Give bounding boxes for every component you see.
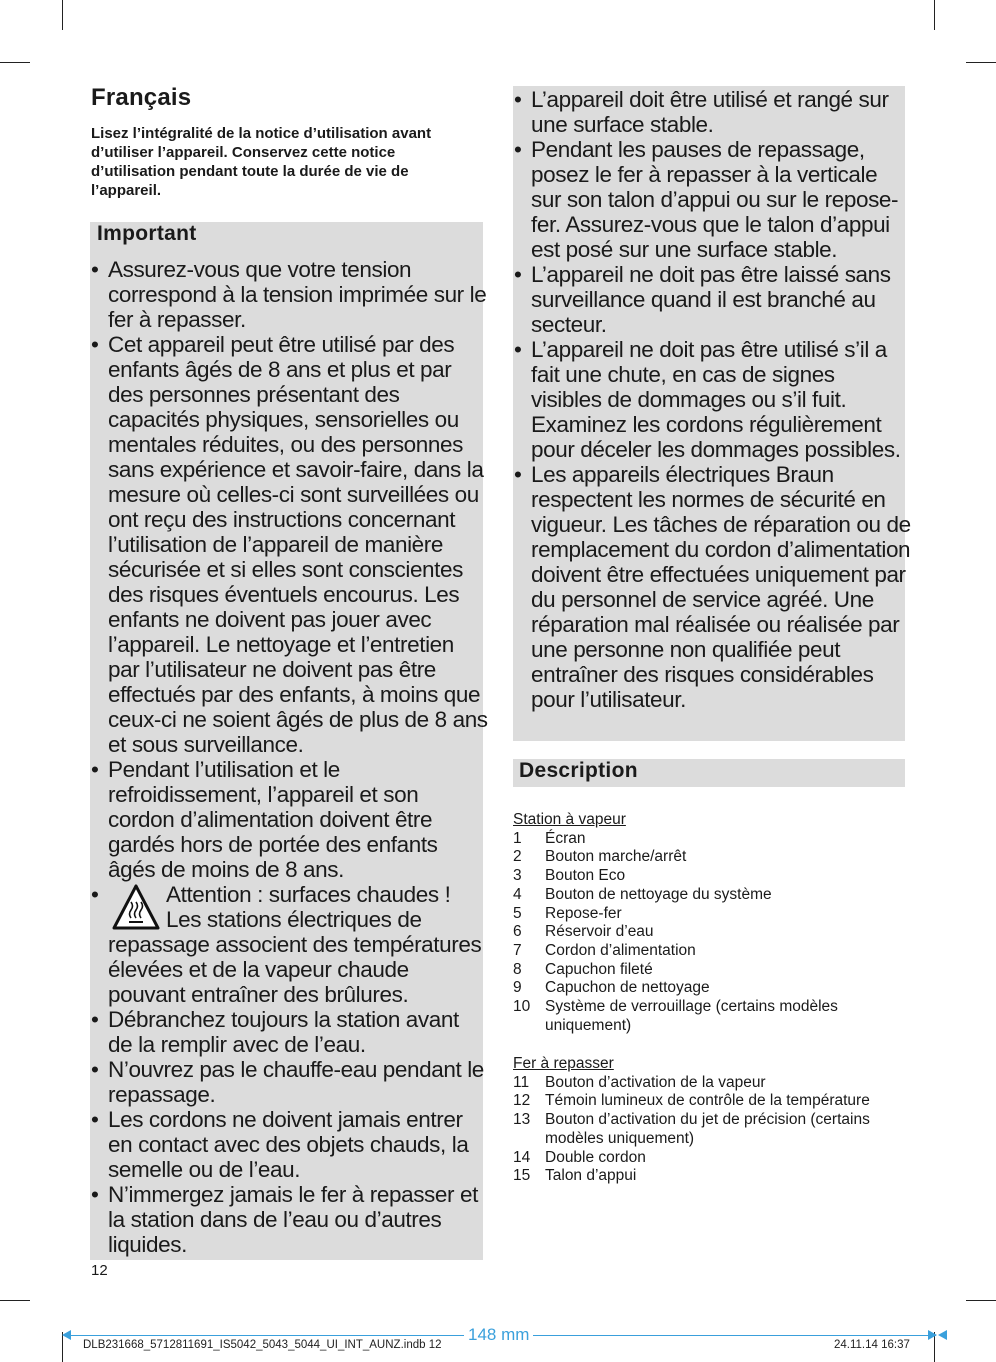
- list-item: [513, 848, 913, 867]
- crop-mark: [966, 1300, 996, 1301]
- list-item-text: Débranchez toujours la station avant de la remplir avec de l’eau.: [108, 1007, 459, 1057]
- list-item: [513, 462, 911, 712]
- list-item: [513, 1111, 913, 1148]
- list-item: [513, 1149, 913, 1168]
- list-item-text: Les cordons ne doivent jamais entrer en contact avec des objets chauds, la semelle ou de l’eau.: [108, 1107, 469, 1182]
- part-label: Bouton d’activation de la vapeur: [545, 1073, 766, 1091]
- part-label: Repose-fer: [545, 904, 622, 922]
- bullet: •: [514, 337, 522, 362]
- list-item-text: Pendant l’utilisation et le refroidissement, l’appareil et son cordon d’alimentation doivent être gardés hors de portée des enfants âgés de moins de 8 ans.: [108, 757, 438, 882]
- crop-mark: [62, 0, 63, 30]
- intro-paragraph: Lisez l’intégralité de la notice d’utilisation avant d’utiliser l’appareil. Conservez cette notice d’utilisation pendant toute la durée de vie de l’appareil.: [91, 125, 432, 199]
- list-item: [513, 1074, 913, 1093]
- part-number: 5: [513, 904, 522, 922]
- bullet: •: [91, 1057, 99, 1082]
- part-number: 14: [513, 1148, 531, 1166]
- part-number: 7: [513, 941, 522, 959]
- footer-filename: DLB231668_5712811691_IS5042_5043_5044_UI_INT_AUNZ.indb 12: [83, 1339, 442, 1351]
- list-item: [90, 332, 488, 757]
- description-heading: Description: [519, 759, 638, 782]
- arrow-left-icon: [62, 1330, 71, 1340]
- part-number: 8: [513, 960, 522, 978]
- bullet: •: [91, 332, 99, 357]
- part-number: 10: [513, 998, 531, 1016]
- bullet: •: [514, 137, 522, 162]
- crop-mark: [0, 62, 30, 63]
- part-label: Témoin lumineux de contrôle de la température: [545, 1092, 870, 1110]
- list-item-text: Les appareils électriques Braun respectent les normes de sécurité en vigueur. Les tâches de réparation ou de remplacement du cordon d’alimentation doivent être effectuées uniquement par du personnel de service agréé. Une réparation mal réalisée ou réalisée par une personne non qualifiée peut entraîner des risques considérables pour l’utilisateur.: [531, 462, 911, 712]
- list-item: [90, 257, 488, 332]
- iron-parts-list: [513, 1055, 913, 1186]
- crop-mark: [966, 62, 996, 63]
- list-item: [90, 1007, 488, 1057]
- list-item: [513, 830, 913, 849]
- arrow-right-icon: [928, 1330, 937, 1340]
- bullet: •: [91, 882, 99, 907]
- warning-item: [90, 882, 488, 1007]
- list-item: [90, 1107, 488, 1182]
- part-label: Double cordon: [545, 1148, 646, 1166]
- part-number: 11: [513, 1073, 530, 1091]
- part-label: Bouton marche/arrêt: [545, 848, 687, 866]
- list-item: [513, 137, 911, 262]
- list-item-text: L’appareil ne doit pas être utilisé s’il a fait une chute, en cas de signes visibles de dommages ou s’il fuit. Examinez les cordons régulièrement pour déceler les dommages possibles.: [531, 337, 901, 462]
- hot-surface-warning-icon: [112, 883, 160, 931]
- important-heading: Important: [97, 222, 197, 245]
- page-number: 12: [91, 1262, 108, 1279]
- bullet: •: [514, 462, 522, 487]
- part-number: 12: [513, 1092, 531, 1110]
- page-title: Français: [91, 84, 192, 111]
- list-item: [513, 262, 911, 337]
- arrow-left-icon: [938, 1330, 947, 1340]
- station-parts-list: [513, 811, 913, 1035]
- list-item-text: Assurez-vous que votre tension correspond à la tension imprimée sur le fer à repasser.: [108, 257, 487, 332]
- part-label: Capuchon fileté: [545, 960, 653, 978]
- list-item-text: N’ouvrez pas le chauffe-eau pendant le repassage.: [108, 1057, 484, 1107]
- list-item: [513, 1092, 913, 1111]
- footer-timestamp: 24.11.14 16:37: [834, 1339, 910, 1351]
- iron-parts-title: Fer à repasser: [513, 1055, 614, 1072]
- part-label: Bouton de nettoyage du système: [545, 885, 772, 903]
- part-number: 6: [513, 923, 522, 941]
- list-item: [513, 979, 913, 998]
- list-item: [513, 1167, 913, 1186]
- crop-mark: [0, 1300, 30, 1301]
- part-label: Système de verrouillage (certains modèles uniquement): [545, 998, 838, 1034]
- bullet: •: [91, 257, 99, 282]
- part-number: 4: [513, 885, 522, 903]
- part-number: 1: [513, 829, 522, 847]
- bullet: •: [91, 1182, 99, 1207]
- part-number: 13: [513, 1111, 531, 1129]
- part-label: Écran: [545, 829, 586, 847]
- part-label: Réservoir d’eau: [545, 923, 654, 941]
- list-item: [90, 1057, 488, 1107]
- part-number: 15: [513, 1167, 531, 1185]
- list-item: [513, 923, 913, 942]
- safety-list-continued: [513, 87, 911, 712]
- list-item-text: N’immergez jamais le fer à repasser et la station dans de l’eau ou d’autres liquides.: [108, 1182, 478, 1257]
- list-item: [513, 337, 911, 462]
- important-list: [90, 257, 488, 1257]
- list-item: [513, 961, 913, 980]
- part-label: Bouton Eco: [545, 867, 626, 885]
- list-item: [513, 905, 913, 924]
- station-parts-title: Station à vapeur: [513, 811, 626, 828]
- list-item-text: Cet appareil peut être utilisé par des enfants âgés de 8 ans et plus et par des personnes présentant des capacités physiques, sensorielles ou mentales réduites, ou des personnes sans expérience et savoir-faire, dans la mesure où celles-ci sont surveillées ou ont reçu des instructions concernant l’utilisation de l’appareil de manière sécurisée et si elles sont conscientes des risques éventuels encourus. Les enfants ne doivent pas jouer avec l’appareil. Le nettoyage et l’entretien par l’utilisateur ne doivent pas être effectués par des enfants, à moins que ceux-ci ne soient âgés de plus de 8 ans et sous surveillance.: [108, 332, 488, 757]
- part-label: Cordon d’alimentation: [545, 941, 696, 959]
- list-item: [90, 1182, 488, 1257]
- part-label: Capuchon de nettoyage: [545, 979, 710, 997]
- list-item-text: Pendant les pauses de repassage, posez le fer à repasser à la verticale sur son talon d’appui ou sur le repose-fer. Assurez-vous que le talon d’appui est posé sur une surface stable.: [531, 137, 899, 262]
- part-number: 3: [513, 867, 522, 885]
- bullet: •: [91, 1007, 99, 1032]
- bullet: •: [514, 262, 522, 287]
- list-item-text: L’appareil ne doit pas être laissé sans surveillance quand il est branché au secteur.: [531, 262, 891, 337]
- part-label: Bouton d’activation du jet de précision (certains modèles uniquement): [545, 1111, 870, 1147]
- bullet: •: [514, 87, 522, 112]
- part-number: 9: [513, 979, 522, 997]
- part-label: Talon d’appui: [545, 1167, 637, 1185]
- bullet: •: [91, 757, 99, 782]
- list-item: [513, 998, 913, 1035]
- bullet: •: [91, 1107, 99, 1132]
- list-item: [513, 867, 913, 886]
- list-item: [90, 757, 488, 882]
- list-item: [513, 886, 913, 905]
- part-number: 2: [513, 848, 522, 866]
- list-item: [513, 942, 913, 961]
- list-item-text: L’appareil doit être utilisé et rangé sur une surface stable.: [531, 87, 889, 137]
- list-item-text: Attention : surfaces chaudes ! Les stations électriques de repassage associent des températures élevées et de la vapeur chaude pouvant entraîner des brûlures.: [108, 882, 482, 1007]
- crop-mark: [934, 0, 935, 30]
- footer-measure: 148 mm: [464, 1325, 533, 1345]
- list-item: [513, 87, 911, 137]
